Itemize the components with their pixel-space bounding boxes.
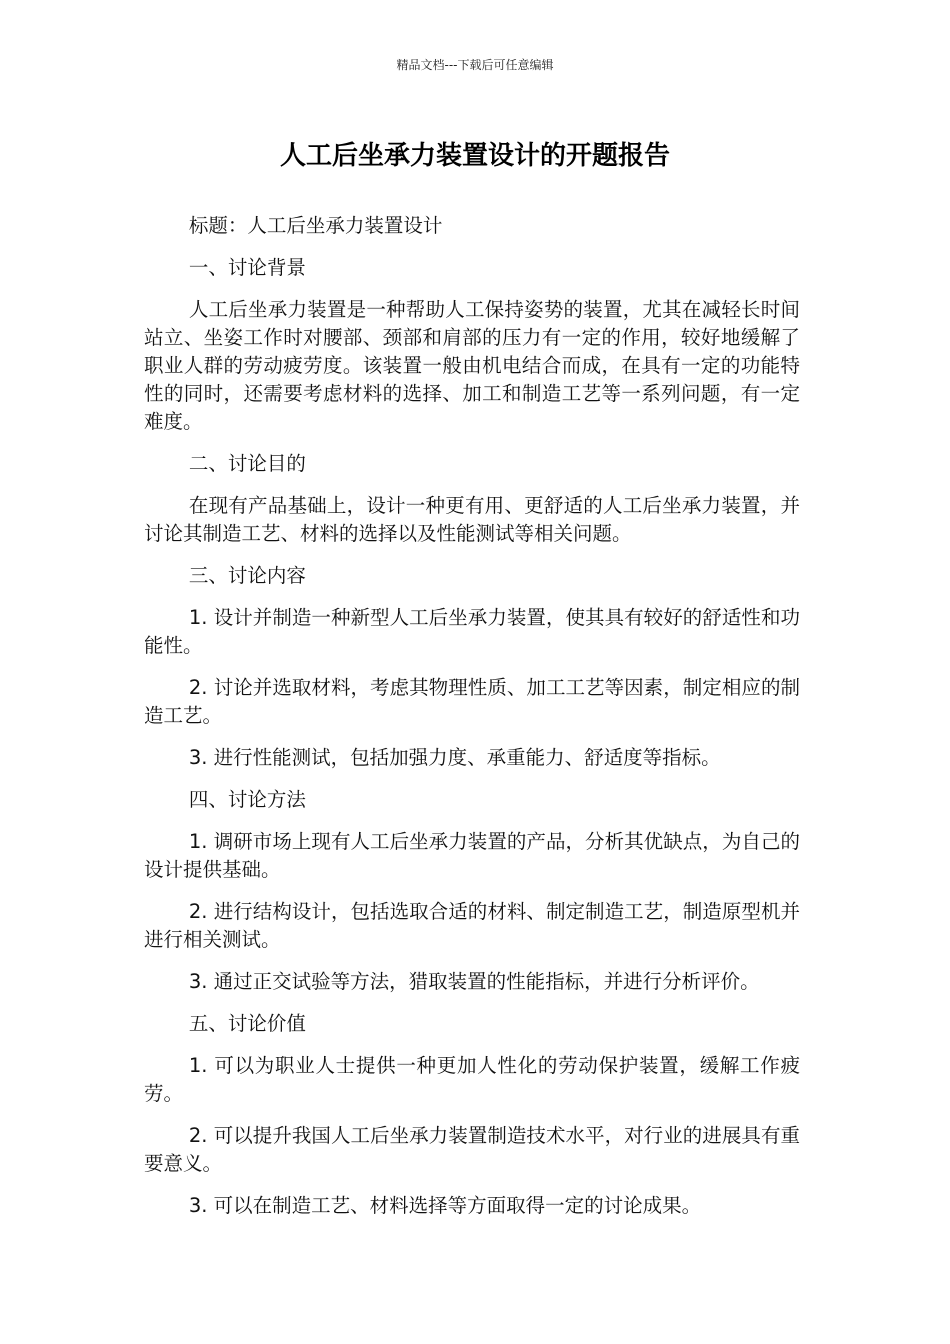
section-heading-purpose: 二、讨论目的: [188, 452, 306, 475]
section-heading-content: 三、讨论内容: [188, 564, 306, 587]
document-title: 人工后坐承力装置设计的开题报告: [279, 141, 670, 171]
purpose-paragraph: 在现有产品基础上，设计一种更有用、更舒适的人工后坐承力装置，并讨论其制造工艺、材料的选择以及性能测试等相关问题。: [144, 494, 800, 545]
methods-item: 3. 通过正交试验等方法，猎取装置的性能指标，并进行分析评价。: [188, 970, 760, 993]
content-item: 2. 讨论并选取材料，考虑其物理性质、加工工艺等因素，制定相应的制造工艺。: [144, 676, 800, 727]
document-body: [144, 212, 800, 1234]
value-item: 1. 可以为职业人士提供一种更加人性化的劳动保护装置，缓解工作疲劳。: [144, 1054, 800, 1105]
methods-item: 2. 进行结构设计，包括选取合适的材料、制定制造工艺，制造原型机并进行相关测试。: [144, 900, 800, 951]
value-item: 3. 可以在制造工艺、材料选择等方面取得一定的讨论成果。: [188, 1194, 702, 1217]
background-paragraph: 人工后坐承力装置是一种帮助人工保持姿势的装置，尤其在减轻长时间站立、坐姿工作时对腰部、颈部和肩部的压力有一定的作用，较好地缓解了职业人群的劳动疲劳度。该装置一般由机电结合而成，在具有一定的功能特性的同时，还需要考虑材料的选择、加工和制造工艺等一系列问题，有一定难度。: [144, 298, 800, 433]
subject-line: 标题：人工后坐承力装置设计: [188, 214, 443, 237]
section-heading-background: 一、讨论背景: [188, 256, 306, 279]
section-heading-methods: 四、讨论方法: [188, 788, 306, 811]
content-item: 3. 进行性能测试，包括加强力度、承重能力、舒适度等指标。: [188, 746, 721, 769]
methods-item: 1. 调研市场上现有人工后坐承力装置的产品，分析其优缺点，为自己的设计提供基础。: [144, 830, 800, 881]
page-header: 精品文档---下载后可任意编辑: [396, 58, 554, 72]
section-heading-value: 五、讨论价值: [188, 1012, 306, 1035]
content-item: 1. 设计并制造一种新型人工后坐承力装置，使其具有较好的舒适性和功能性。: [144, 606, 800, 657]
value-item: 2. 可以提升我国人工后坐承力装置制造技术水平，对行业的进展具有重要意义。: [144, 1124, 800, 1175]
